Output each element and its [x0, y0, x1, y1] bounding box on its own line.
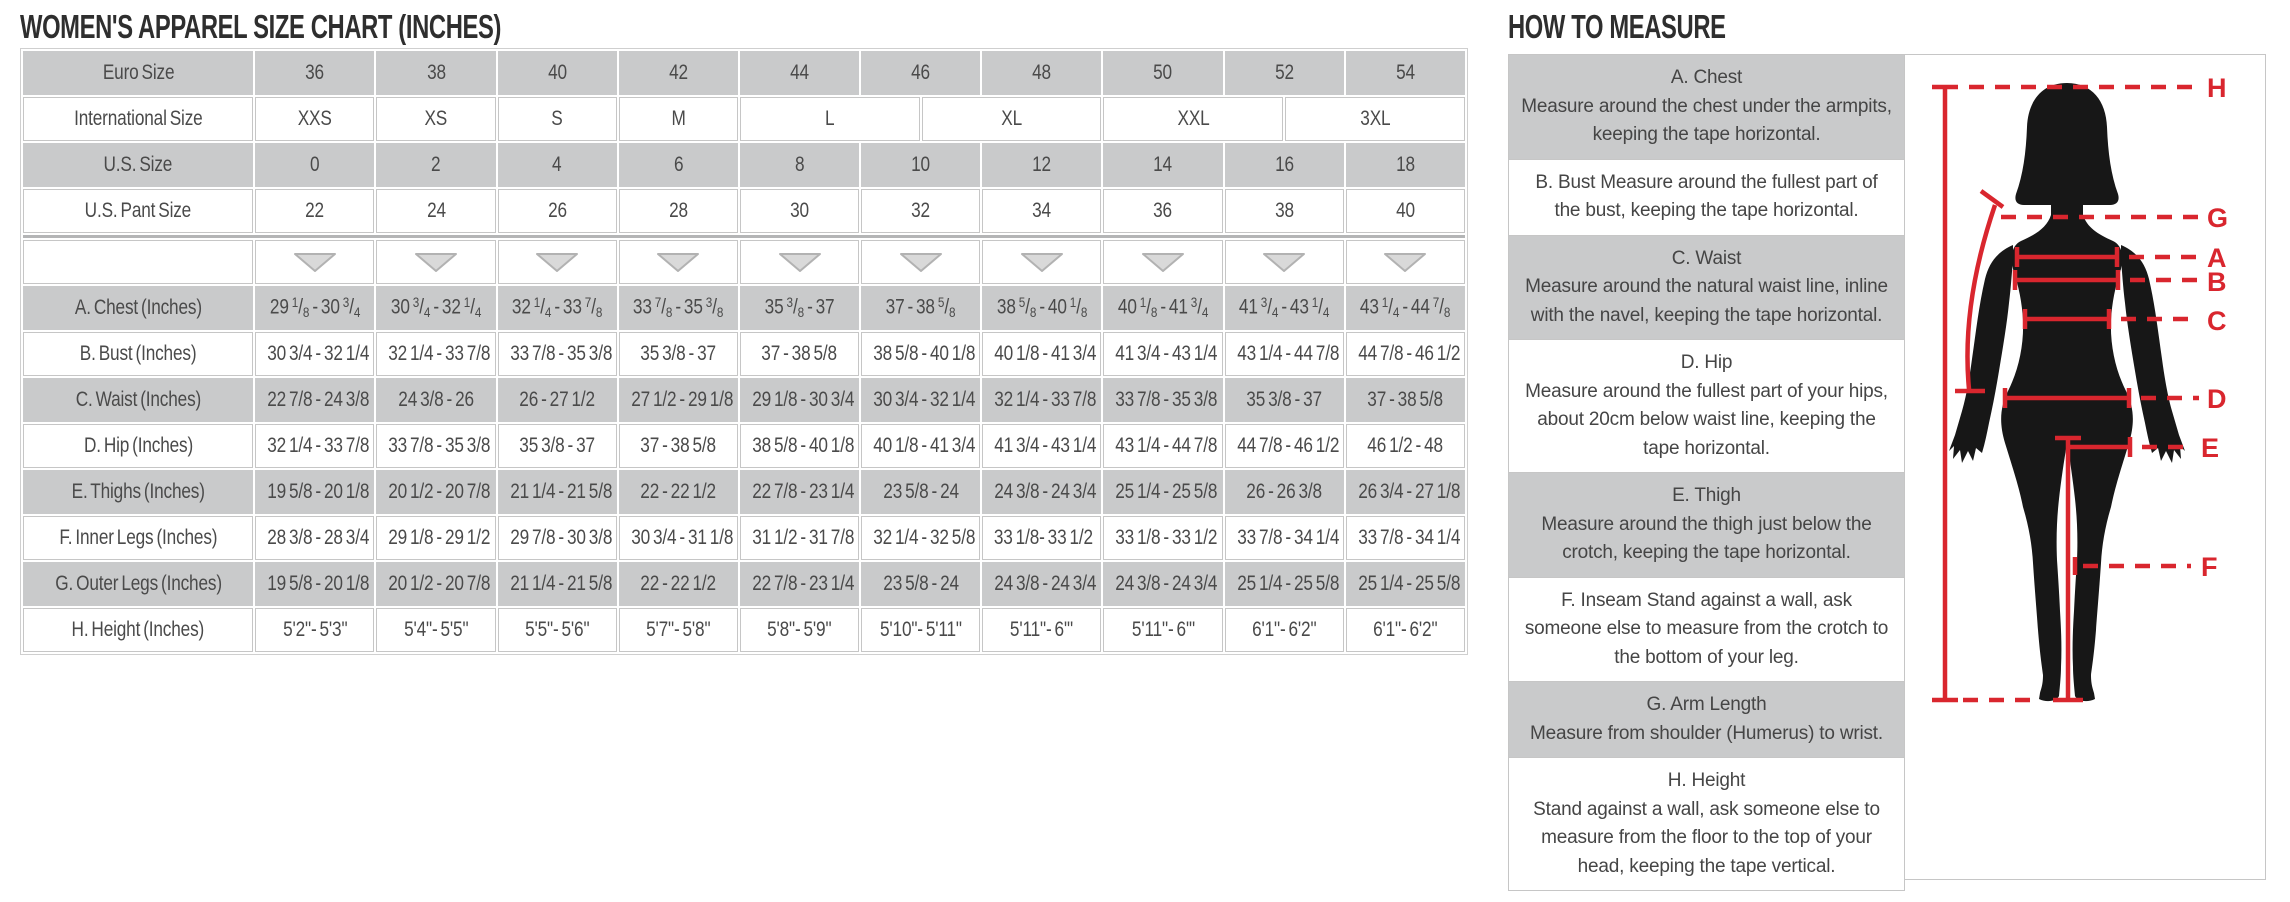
triangle-down-icon: [534, 251, 580, 274]
triangle-down-icon: [1261, 251, 1307, 274]
row-label: A. Chest (Inches): [23, 286, 253, 330]
size-cell: 6: [619, 143, 738, 187]
figure-label-d: D: [2207, 384, 2227, 414]
row-label: B. Bust (Inches): [23, 332, 253, 376]
measure-instruction-list: [1508, 54, 1905, 891]
size-cell: 5'11"- 6'": [982, 608, 1101, 652]
size-cell: 28 3/8 - 28 3/4: [255, 516, 374, 560]
measure-item-heading: H. Height: [1667, 770, 1746, 791]
triangle-down-icon: [413, 251, 459, 274]
how-to-measure-title-text: HOW TO MEASURE: [1508, 8, 1726, 45]
how-to-measure-title: [1508, 8, 1810, 46]
table-row-b-bust-inches: [23, 332, 1465, 376]
size-cell: 21 1/4 - 21 5/8: [498, 470, 617, 514]
measure-item-e-thigh: [1509, 473, 1904, 578]
size-cell: 5'10"- 5'11": [861, 608, 980, 652]
column-arrow-cell: [1346, 240, 1465, 284]
column-arrow-cell: [498, 240, 617, 284]
size-cell: 44 7/8 - 46 1/2: [1225, 424, 1344, 468]
row-label: G. Outer Legs (Inches): [23, 562, 253, 606]
size-cell: M: [619, 97, 738, 141]
measure-item-c-waist: [1509, 236, 1904, 341]
row-label: U.S. Pant Size: [23, 189, 253, 233]
measure-item-text: Stand against a wall, ask someone else to measure from the floor to the top of your head, keeping the tape vertical.: [1533, 798, 1880, 877]
size-cell: 43 1/4 - 44 7/8: [1225, 332, 1344, 376]
triangle-down-icon: [1140, 251, 1186, 274]
table-row-u-s-pant-size: [23, 189, 1465, 233]
size-cell: 32: [861, 189, 980, 233]
size-cell: 38 5/8 - 40 1/8: [861, 332, 980, 376]
size-cell: 20 1/2 - 20 7/8: [376, 470, 495, 514]
size-cell: 48: [982, 51, 1101, 95]
size-cell: 18: [1346, 143, 1465, 187]
size-cell: 5'7"- 5'8": [619, 608, 738, 652]
measure-item-b-bust: [1509, 160, 1904, 236]
size-cell: 19 5/8 - 20 1/8: [255, 470, 374, 514]
size-cell: 25 1/4 - 25 5/8: [1103, 470, 1222, 514]
column-arrow-cell: [982, 240, 1101, 284]
figure-label-h: H: [2207, 73, 2227, 103]
column-arrow-cell: [861, 240, 980, 284]
size-cell: 14: [1103, 143, 1222, 187]
size-cell: 22: [255, 189, 374, 233]
measure-item-text: B. Bust Measure around the fullest part of the bust, keeping the tape horizontal.: [1535, 171, 1878, 221]
measure-item-heading: D. Hip: [1680, 352, 1733, 373]
measure-item-text: Measure around the natural waist line, inline with the navel, keeping the tape horizontal.: [1525, 276, 1888, 326]
size-cell: 35 3/8 - 37: [1225, 378, 1344, 422]
body-measurement-figure: [1905, 55, 2265, 879]
table-row-c-waist-inches: [23, 378, 1465, 422]
row-label: F. Inner Legs (Inches): [23, 516, 253, 560]
row-label: E. Thighs (Inches): [23, 470, 253, 514]
size-cell: 28: [619, 189, 738, 233]
row-label: [23, 240, 253, 284]
size-cell: 5'8"- 5'9": [740, 608, 859, 652]
size-cell: 38 $^5/_8 - 40$ $^1/_8$: [982, 286, 1101, 330]
measure-item-text: Measure around the chest under the armpits, keeping the tape horizontal.: [1521, 95, 1892, 145]
measure-item-f-inseam: [1509, 578, 1904, 683]
size-cell: 35 3/8 - 37: [498, 424, 617, 468]
size-cell: 40: [498, 51, 617, 95]
size-cell: 32 1/4 - 32 5/8: [861, 516, 980, 560]
measure-item-heading: G. Arm Length: [1646, 694, 1767, 715]
measure-item-text: Measure around the fullest part of your hips, about 20cm below waist line, keeping the tape horizontal.: [1525, 380, 1888, 459]
size-cell: 42: [619, 51, 738, 95]
size-cell: 43 $^1/_4 - 44$ $^7/_8$: [1346, 286, 1465, 330]
size-cell: XXL: [1103, 97, 1283, 141]
size-cell: XS: [376, 97, 495, 141]
table-row-international-size: [23, 97, 1465, 141]
size-cell: 23 5/8 - 24: [861, 562, 980, 606]
size-cell: L: [740, 97, 920, 141]
row-label: U.S. Size: [23, 143, 253, 187]
column-arrow-cell: [740, 240, 859, 284]
triangle-down-icon: [292, 251, 338, 274]
column-arrow-cell: [255, 240, 374, 284]
size-cell: 32 1/4 - 33 7/8: [255, 424, 374, 468]
size-cell: 29 7/8 - 30 3/8: [498, 516, 617, 560]
size-cell: XXS: [255, 97, 374, 141]
size-cell: 33 1/8- 33 1/2: [982, 516, 1101, 560]
measure-item-heading: A. Chest: [1670, 67, 1743, 88]
size-cell: 36: [1103, 189, 1222, 233]
size-cell: 31 1/2 - 31 7/8: [740, 516, 859, 560]
measure-item-text: Measure around the thigh just below the crotch, keeping the tape horizontal.: [1541, 513, 1872, 563]
size-cell: 50: [1103, 51, 1222, 95]
size-cell: 2: [376, 143, 495, 187]
size-cell: 34: [982, 189, 1101, 233]
height-measure-line: [1932, 87, 1958, 700]
figure-label-g: G: [2207, 203, 2229, 233]
table-row-arrows: [23, 240, 1465, 284]
size-cell: 26 - 26 3/8: [1225, 470, 1344, 514]
triangle-down-icon: [777, 251, 823, 274]
measure-item-heading: C. Waist: [1671, 247, 1742, 269]
row-label: H. Height (Inches): [23, 608, 253, 652]
size-cell: 5'11"- 6'": [1103, 608, 1222, 652]
figure-label-e: E: [2201, 433, 2220, 463]
size-cell: 6'1"- 6'2": [1346, 608, 1465, 652]
size-cell: 33 $^7/_8 - 35$ $^3/_8$: [619, 286, 738, 330]
size-cell: 26 - 27 1/2: [498, 378, 617, 422]
size-cell: 24 3/8 - 24 3/4: [982, 562, 1101, 606]
size-cell: 35 3/8 - 37: [619, 332, 738, 376]
size-cell: 30 3/4 - 31 1/8: [619, 516, 738, 560]
size-cell: 22 - 22 1/2: [619, 470, 738, 514]
size-cell: 30 3/4 - 32 1/4: [255, 332, 374, 376]
size-cell: 38 5/8 - 40 1/8: [740, 424, 859, 468]
size-cell: 32 1/4 - 33 7/8: [376, 332, 495, 376]
size-cell: 37 - 38 $^5/_8$: [861, 286, 980, 330]
size-cell: 26: [498, 189, 617, 233]
size-cell: 32 $^1/_4 - 33$ $^7/_8$: [498, 286, 617, 330]
size-cell: 30: [740, 189, 859, 233]
table-section-divider: [23, 235, 1465, 238]
size-cell: 37 - 38 5/8: [740, 332, 859, 376]
figure-label-f: F: [2201, 552, 2218, 582]
size-cell: S: [498, 97, 617, 141]
size-cell: XL: [922, 97, 1102, 141]
size-cell: 16: [1225, 143, 1344, 187]
measure-item-a-chest: [1509, 55, 1904, 160]
triangle-down-icon: [655, 251, 701, 274]
size-cell: 30 $^3/_4 - 32$ $^1/_4$: [376, 286, 495, 330]
measure-item-text: Measure from shoulder (Humerus) to wrist.: [1530, 722, 1883, 744]
column-arrow-cell: [376, 240, 495, 284]
size-chart-title-text: WOMEN'S APPAREL SIZE CHART (INCHES): [20, 8, 502, 45]
size-cell: 5'5"- 5'6": [498, 608, 617, 652]
triangle-down-icon: [898, 251, 944, 274]
table-row-a-chest-inches: [23, 286, 1465, 330]
row-label: C. Waist (Inches): [23, 378, 253, 422]
divider-line: [23, 235, 1465, 238]
size-cell: 23 5/8 - 24: [861, 470, 980, 514]
figure-label-a: A: [2207, 243, 2227, 273]
measurement-figure-panel: [1904, 54, 2266, 880]
size-cell: 22 7/8 - 23 1/4: [740, 470, 859, 514]
size-cell: 35 $^3/_8 - 37$: [740, 286, 859, 330]
measure-item-text: F. Inseam Stand against a wall, ask someone else to measure from the crotch to the bottom of your leg.: [1524, 589, 1889, 668]
row-label: International Size: [23, 97, 253, 141]
size-cell: 4: [498, 143, 617, 187]
size-cell: 29 1/8 - 29 1/2: [376, 516, 495, 560]
size-cell: 40 1/8 - 41 3/4: [861, 424, 980, 468]
size-chart-table: [20, 48, 1468, 655]
size-cell: 19 5/8 - 20 1/8: [255, 562, 374, 606]
size-cell: 20 1/2 - 20 7/8: [376, 562, 495, 606]
table-row-e-thighs-inches: [23, 470, 1465, 514]
size-cell: 22 7/8 - 23 1/4: [740, 562, 859, 606]
size-cell: 29 $^1/_8 - 30$ $^3/_4$: [255, 286, 374, 330]
size-cell: 5'2"- 5'3": [255, 608, 374, 652]
size-cell: 30 3/4 - 32 1/4: [861, 378, 980, 422]
size-cell: 21 1/4 - 21 5/8: [498, 562, 617, 606]
size-cell: 6'1"- 6'2": [1225, 608, 1344, 652]
size-cell: 12: [982, 143, 1101, 187]
table-row-u-s-size: [23, 143, 1465, 187]
measure-item-d-hip: [1509, 340, 1904, 473]
figure-label-c: C: [2207, 306, 2227, 336]
size-cell: 8: [740, 143, 859, 187]
size-cell: 41 3/4 - 43 1/4: [1103, 332, 1222, 376]
size-cell: 33 1/8 - 33 1/2: [1103, 516, 1222, 560]
measure-item-g-arm-length: [1509, 682, 1904, 758]
size-cell: 37 - 38 5/8: [619, 424, 738, 468]
size-cell: 36: [255, 51, 374, 95]
triangle-down-icon: [1019, 251, 1065, 274]
size-cell: 24: [376, 189, 495, 233]
size-cell: 54: [1346, 51, 1465, 95]
size-cell: 22 7/8 - 24 3/8: [255, 378, 374, 422]
table-row-g-outer-legs-inches: [23, 562, 1465, 606]
table-row-d-hip-inches: [23, 424, 1465, 468]
row-label: Euro Size: [23, 51, 253, 95]
size-cell: 24 3/8 - 26: [376, 378, 495, 422]
size-cell: 26 3/4 - 27 1/8: [1346, 470, 1465, 514]
size-cell: 24 3/8 - 24 3/4: [1103, 562, 1222, 606]
size-cell: 10: [861, 143, 980, 187]
column-arrow-cell: [1225, 240, 1344, 284]
table-row-h-height-inches: [23, 608, 1465, 652]
size-cell: 24 3/8 - 24 3/4: [982, 470, 1101, 514]
size-cell: 52: [1225, 51, 1344, 95]
size-cell: 33 7/8 - 34 1/4: [1346, 516, 1465, 560]
size-chart-title: [20, 8, 688, 46]
size-cell: 41 $^3/_4 - 43$ $^1/_4$: [1225, 286, 1344, 330]
measure-item-h-height: [1509, 758, 1904, 890]
size-cell: 0: [255, 143, 374, 187]
column-arrow-cell: [619, 240, 738, 284]
triangle-down-icon: [1382, 251, 1428, 274]
size-cell: 40 $^1/_8 - 41$ $^3/_4$: [1103, 286, 1222, 330]
size-cell: 27 1/2 - 29 1/8: [619, 378, 738, 422]
size-cell: 25 1/4 - 25 5/8: [1346, 562, 1465, 606]
size-cell: 29 1/8 - 30 3/4: [740, 378, 859, 422]
size-cell: 41 3/4 - 43 1/4: [982, 424, 1101, 468]
size-cell: 32 1/4 - 33 7/8: [982, 378, 1101, 422]
size-cell: 33 7/8 - 35 3/8: [498, 332, 617, 376]
size-cell: 33 7/8 - 34 1/4: [1225, 516, 1344, 560]
figure-label-b: B: [2207, 267, 2227, 297]
size-cell: 5'4"- 5'5": [376, 608, 495, 652]
column-arrow-cell: [1103, 240, 1222, 284]
size-cell: 44: [740, 51, 859, 95]
size-cell: 3XL: [1285, 97, 1465, 141]
size-cell: 38: [376, 51, 495, 95]
measure-item-heading: E. Thigh: [1672, 485, 1741, 506]
size-cell: 22 - 22 1/2: [619, 562, 738, 606]
size-cell: 33 7/8 - 35 3/8: [376, 424, 495, 468]
size-cell: 46 1/2 - 48: [1346, 424, 1465, 468]
size-cell: 43 1/4 - 44 7/8: [1103, 424, 1222, 468]
female-silhouette-head: [2015, 83, 2118, 205]
size-cell: 40: [1346, 189, 1465, 233]
size-cell: 37 - 38 5/8: [1346, 378, 1465, 422]
size-cell: 25 1/4 - 25 5/8: [1225, 562, 1344, 606]
size-cell: 38: [1225, 189, 1344, 233]
size-cell: 40 1/8 - 41 3/4: [982, 332, 1101, 376]
table-row-f-inner-legs-inches: [23, 516, 1465, 560]
size-cell: 44 7/8 - 46 1/2: [1346, 332, 1465, 376]
size-cell: 33 7/8 - 35 3/8: [1103, 378, 1222, 422]
row-label: D. Hip (Inches): [23, 424, 253, 468]
size-cell: 46: [861, 51, 980, 95]
table-row-euro-size: [23, 51, 1465, 95]
